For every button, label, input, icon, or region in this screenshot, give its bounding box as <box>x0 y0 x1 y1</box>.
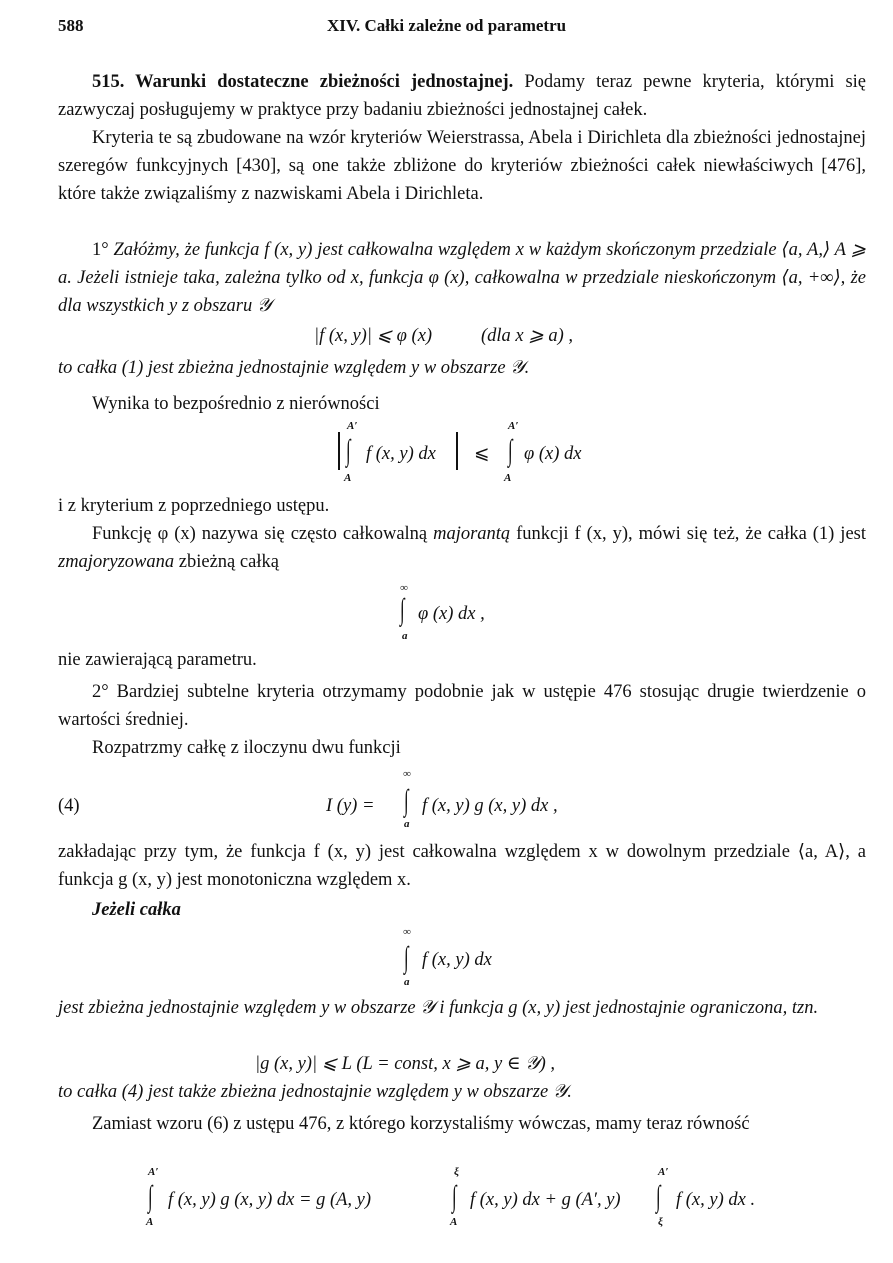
lower-limit: ξ <box>658 1216 663 1228</box>
lower-limit: A <box>146 1216 154 1228</box>
integral-sign: ∫ <box>656 1180 661 1213</box>
upper-limit: A′ <box>148 1166 159 1178</box>
consider-text: Rozpatrzmy całkę z iloczynu dwu funkcji <box>92 738 401 758</box>
majorant-inequality: |f (x, y)| ⩽ φ (x) <box>314 326 433 346</box>
criterion-2-conclusion: to całka (4) jest także zbieżna jednostajnie względem y w obszarze 𝒴. <box>58 1082 572 1102</box>
follows-text: Wynika to bezpośrednio z nierówności <box>92 394 380 414</box>
upper-limit: ξ <box>454 1166 459 1178</box>
lower-limit: a <box>404 976 410 988</box>
integral-f: f (x, y) dx <box>422 950 492 970</box>
inequality-condition: (dla x ⩾ a) , <box>481 326 574 346</box>
abs-bar-left <box>338 432 340 470</box>
uniform-condition: jest zbieżna jednostajnie względem y w obszarze 𝒴 i funkcja g (x, y) jest jednostajnie ograniczona, tzn. <box>58 998 819 1018</box>
majorant-integral: φ (x) dx , <box>418 604 485 624</box>
intro-text: Podamy teraz pewne kryteria, którymi się zazwyczaj posługujemy w praktyce przy badaniu zbieżności jednostajnej całek. <box>58 72 866 120</box>
lower-limit: a <box>402 630 408 642</box>
equation-label: (4) <box>58 796 80 816</box>
integral-sign: ∫ <box>452 1180 457 1213</box>
criterion-1-statement: 1° Załóżmy, że funkcja f (x, y) jest całkowalna względem x w każdym skończonym przedziale ⟨a, A,⟩ A ⩾ a. Jeżeli istnieje taka, zależna tylko od x, funkcja φ (x), całkowalna w przedziale nieskończonym ⟨a, +∞⟩, że dla wszystkich y z obszaru 𝒴 <box>58 240 866 316</box>
running-header: XIV. Całki zależne od parametru <box>327 16 567 35</box>
lower-limit: A <box>450 1216 458 1228</box>
instead-paragraph: Zamiast wzoru (6) z ustępu 476, z którego korzystaliśmy wówczas, mamy teraz równość <box>92 1114 750 1134</box>
term-majorized: zmajoryzowana <box>58 552 175 572</box>
upper-limit: ∞ <box>400 582 408 594</box>
page-number: 588 <box>58 16 84 35</box>
le-sign: ⩽ <box>474 444 490 464</box>
integral-sign: ∫ <box>400 593 405 626</box>
abs-bar-right <box>456 432 458 470</box>
lower-limit: A <box>504 472 512 484</box>
bound-inequality: |g (x, y)| ⩽ L (L = const, x ⩾ a, y ∈ 𝒴) , <box>255 1054 556 1074</box>
term-majorant: majorantą <box>433 524 511 544</box>
upper-limit: ∞ <box>403 768 411 780</box>
integral-left: f (x, y) dx <box>366 444 436 464</box>
upper-limit: A′ <box>658 1166 669 1178</box>
integral-sign: ∫ <box>404 784 409 817</box>
final-lhs: f (x, y) g (x, y) dx = g (A, y) <box>168 1190 372 1210</box>
if-integral-text: Jeżeli całka <box>92 900 181 920</box>
final-rhs: f (x, y) dx . <box>676 1190 756 1210</box>
lower-limit: a <box>404 818 410 830</box>
criterion-1-label: 1° <box>92 240 109 260</box>
criterion-1-conclusion: to całka (1) jest zbieżna jednostajnie względem y w obszarze 𝒴. <box>58 358 530 378</box>
paragraph-criteria-overview: Kryteria te są zbudowane na wzór kryteriów Weierstrassa, Abela i Dirichleta dla zbieżności jednostajnej szeregów funkcyjnych [430], są one także zbliżone do kryteriów zbieżności całek niewłaściwych [476], które także związaliśmy z nazwiskami Abela i Dirichleta. <box>58 128 866 204</box>
final-middle: f (x, y) dx + g (A′, y) <box>470 1190 621 1210</box>
upper-limit: ∞ <box>403 926 411 938</box>
equation-integrand: f (x, y) g (x, y) dx , <box>422 796 558 816</box>
lower-limit: A <box>344 472 352 484</box>
section-intro <box>58 68 866 124</box>
integral-sign: ∫ <box>508 434 513 467</box>
upper-limit: A′ <box>347 420 358 432</box>
equation-lhs: I (y) = <box>326 796 375 816</box>
after-inequality: i z kryterium z poprzedniego ustępu. <box>58 496 330 516</box>
section-heading: 515. Warunki dostateczne zbieżności jednostajnej. <box>92 72 514 92</box>
integral-sign: ∫ <box>346 434 351 467</box>
criterion-2-label: 2° <box>92 682 109 702</box>
integral-sign: ∫ <box>404 941 409 974</box>
integral-right: φ (x) dx <box>524 444 582 464</box>
no-parameter-text: nie zawierającą parametru. <box>58 650 257 670</box>
assumption-paragraph: zakładając przy tym, że funkcja f (x, y) jest całkowalna względem x w dowolnym przedziale ⟨a, A⟩, a funkcja g (x, y) jest monotoniczna względem x. <box>58 842 866 890</box>
majorant-paragraph: Funkcję φ (x) nazywa się często całkowalną majorantą funkcji f (x, y), mówi się też, że całka (1) jest zmajoryzowana zbieżną całką <box>58 524 866 572</box>
upper-limit: A′ <box>508 420 519 432</box>
integral-sign: ∫ <box>148 1180 153 1213</box>
criterion-2-intro: 2° Bardziej subtelne kryteria otrzymamy podobnie jak w ustępie 476 stosując drugie twierdzenie o wartości średniej. <box>58 682 866 730</box>
